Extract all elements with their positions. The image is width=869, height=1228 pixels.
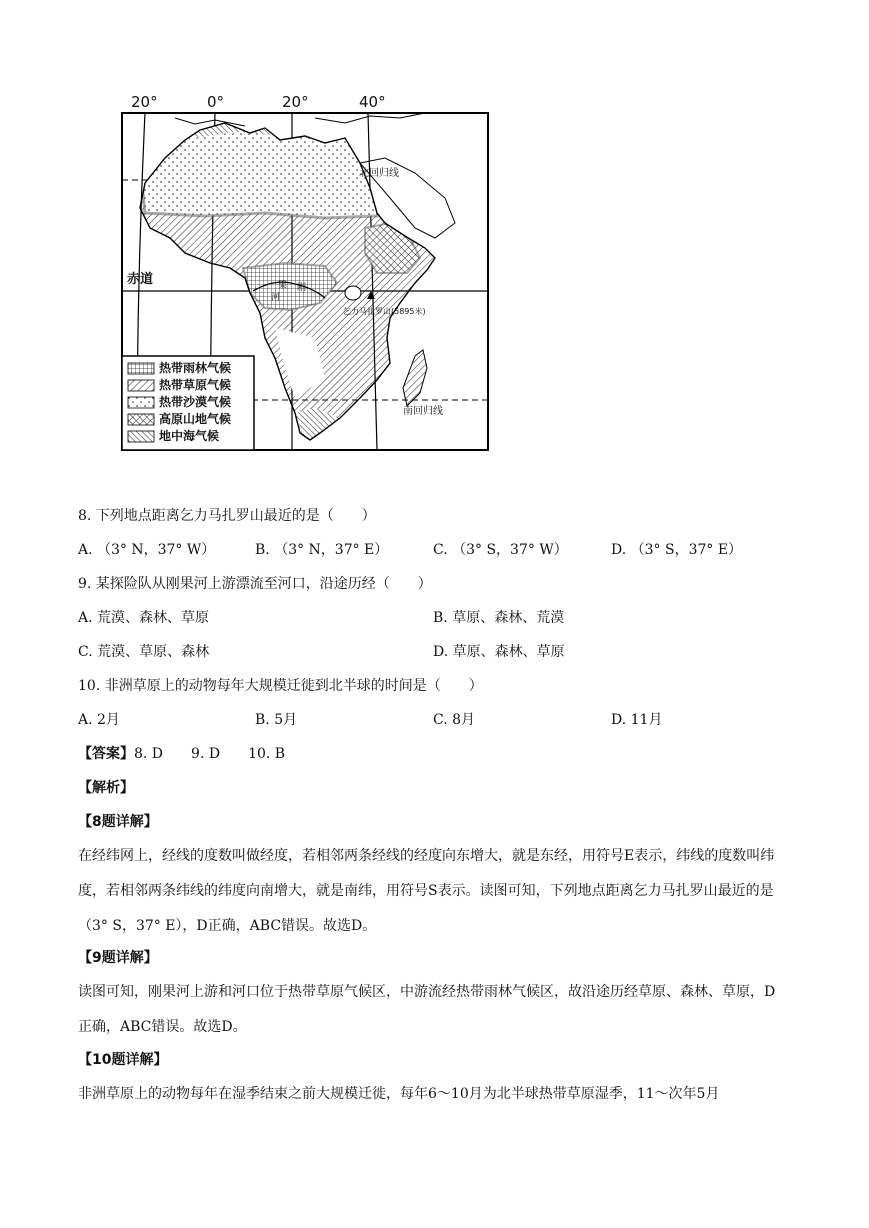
congo-label-1: 果 xyxy=(278,281,288,291)
answer-label: 【答案】 xyxy=(78,746,134,762)
d10-title: 【10题详解】 xyxy=(78,1052,168,1068)
q9-option-b: B. 草原、森林、荒漠 xyxy=(433,610,565,626)
africa-climate-map xyxy=(115,88,495,458)
lon-label-0: 0° xyxy=(207,93,225,111)
q10-stem: 10. 非洲草原上的动物每年大规模迁徙到北半球的时间是（ ） xyxy=(78,678,483,694)
legend-label-desert: 热带沙漠气候 xyxy=(159,395,232,409)
lon-label-20e: 20° xyxy=(282,93,309,111)
d9-text: 读图可知，刚果河上游和河口位于热带草原气候区，中游流经热带雨林气候区，故沿途历经草原、森林、草原，D正确，ABC错误。故选D。 xyxy=(78,984,776,1035)
kilimanjaro-label: 乞力马扎罗山(5895米) xyxy=(343,307,426,316)
d9-title: 【9题详解】 xyxy=(78,950,158,966)
legend-label-mediterranean: 地中海气候 xyxy=(159,429,220,443)
analysis-label: 【解析】 xyxy=(78,780,134,796)
q8-option-d: D. （3° S，37° E） xyxy=(611,542,743,558)
d10-text: 非洲草原上的动物每年在湿季结束之前大规模迁徙，每年6～10月为北半球热带草原湿季，11～次年5月 xyxy=(78,1086,720,1102)
q9-option-d: D. 草原、森林、草原 xyxy=(433,644,565,660)
d8-text: 在经纬网上，经线的度数叫做经度，若相邻两条经线的经度向东增大，就是东经，用符号E表示，纬线的度数叫纬度，若相邻两条纬线的纬度向南增大，就是南纬，用符号S表示。读图可知，下列地点距离乞力马扎罗山最近的是（3° S，37° E），D正确，ABC错误。故选D。 xyxy=(78,848,775,934)
legend-label-savanna: 热带草原气候 xyxy=(159,378,232,392)
legend-label-highland: 高原山地气候 xyxy=(159,412,232,426)
legend-label-rainforest: 热带雨林气候 xyxy=(159,361,232,375)
q10-option-d: D. 11月 xyxy=(611,712,663,728)
tropic-cancer-label: 北回归线 xyxy=(359,168,399,179)
tropic-capricorn-label: 南回归线 xyxy=(403,406,443,417)
congo-label-2: 刚 xyxy=(297,283,307,293)
congo-label-3: 河 xyxy=(271,293,281,303)
q8-option-a: A. （3° N，37° W） xyxy=(78,542,216,558)
q8-stem: 8. 下列地点距离乞力马扎罗山最近的是（ ） xyxy=(78,508,376,524)
answer-text: 8. D 9. D 10. B xyxy=(134,746,286,762)
q9-option-a: A. 荒漠、森林、草原 xyxy=(78,610,210,626)
d8-title: 【8题详解】 xyxy=(78,814,158,830)
q8-option-b: B. （3° N，37° E） xyxy=(255,542,389,558)
q10-option-a: A. 2月 xyxy=(78,712,120,728)
q10-option-c: C. 8月 xyxy=(433,712,476,728)
lon-label-40e: 40° xyxy=(359,93,386,111)
q10-option-b: B. 5月 xyxy=(255,712,298,728)
q9-option-c: C. 荒漠、草原、森林 xyxy=(78,644,210,660)
equator-label: 赤道 xyxy=(127,272,154,287)
q9-stem: 9. 某探险队从刚果河上游漂流至河口，沿途历经（ ） xyxy=(78,576,432,592)
lon-label-20w: 20° xyxy=(131,93,158,111)
answer-line xyxy=(78,744,285,764)
q8-option-c: C. （3° S，37° W） xyxy=(433,542,568,558)
